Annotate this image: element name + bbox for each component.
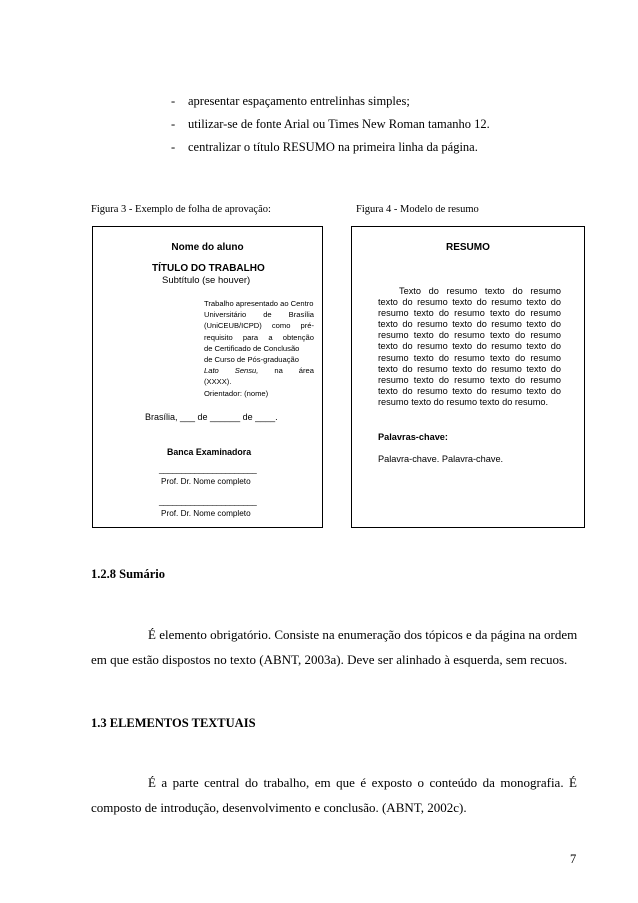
bullet-text: centralizar o título RESUMO na primeira linha da página. xyxy=(188,140,478,154)
abstract-model-figure xyxy=(351,226,585,528)
bullet-dash: - xyxy=(171,140,176,154)
board-member: Prof. Dr. Nome completo xyxy=(161,509,251,518)
paragraph-line: É a parte central do trabalho, em que é exposto o conteúdo da monografia. É xyxy=(148,775,577,790)
presentation-line: de Certificado de Conclusão xyxy=(204,343,300,353)
abstract-line: resumo texto do resumo texto do resumo xyxy=(378,374,561,385)
presentation-line: Trabalho apresentado ao Centro xyxy=(204,299,314,308)
paragraph-line: É elemento obrigatório. Consiste na enumeração dos tópicos e da página na ordem xyxy=(148,627,578,642)
paragraph-line: composto de introdução, desenvolvimento e conclusão. (ABNT, 2002c). xyxy=(91,800,467,815)
abstract-line: resumo texto do resumo texto do resumo xyxy=(378,352,561,363)
word: na xyxy=(274,366,283,376)
word: Universitário xyxy=(204,310,247,320)
presentation-line xyxy=(204,365,314,376)
section-heading-sumario: 1.2.8 Sumário xyxy=(91,567,165,581)
presentation-line xyxy=(204,309,314,320)
presentation-line xyxy=(204,320,314,331)
abstract-title: RESUMO xyxy=(446,242,490,253)
abstract-line: resumo texto do resumo texto do resumo. xyxy=(378,396,549,407)
bullet-dash: - xyxy=(171,94,176,108)
abstract-line: texto do resumo texto do resumo texto do xyxy=(378,385,561,396)
word: como xyxy=(271,321,291,331)
keywords: Palavra-chave. Palavra-chave. xyxy=(378,454,504,464)
abstract-line: texto do resumo texto do resumo texto do xyxy=(378,319,561,330)
abstract-line: Texto do resumo texto do resumo xyxy=(399,286,561,296)
bullet-dash: - xyxy=(171,117,176,131)
abstract-line: resumo texto do resumo texto do resumo xyxy=(378,330,561,341)
abstract-line: texto do resumo texto do resumo texto do xyxy=(378,341,561,352)
work-title: TÍTULO DO TRABALHO xyxy=(152,263,265,274)
word: área xyxy=(298,366,314,376)
advisor-line: Orientador: (nome) xyxy=(204,388,269,398)
student-name: Nome do aluno xyxy=(171,242,244,253)
word: obtenção xyxy=(282,332,314,342)
paragraph-line: em que estão dispostos no texto (ABNT, 2003a). Deve ser alinhado à esquerda, sem recuos. xyxy=(91,652,568,667)
signature-line: ______________________ xyxy=(159,464,257,474)
page-number: 7 xyxy=(570,852,577,866)
approval-sheet-figure xyxy=(92,226,323,528)
signature-line: ______________________ xyxy=(159,496,257,506)
place-date: Brasília, ___ de ______ de ____. xyxy=(145,412,278,422)
presentation-line: de Curso de Pós-graduação xyxy=(204,355,299,365)
word: Lato xyxy=(204,366,219,376)
word: Sensu, xyxy=(234,366,259,376)
abstract-line: texto do resumo texto do resumo texto do xyxy=(378,363,561,374)
figure3-caption: Figura 3 - Exemplo de folha de aprovação: xyxy=(91,204,271,215)
figure4-caption: Figura 4 - Modelo de resumo xyxy=(356,204,479,215)
subtitle: Subtítulo (se houver) xyxy=(162,275,251,286)
word: (UniCEUB/ICPD) xyxy=(204,321,262,331)
word: de xyxy=(263,310,272,320)
word: pré- xyxy=(300,321,314,331)
abstract-line: texto do resumo texto do resumo texto do xyxy=(378,297,561,308)
board-member: Prof. Dr. Nome completo xyxy=(161,477,251,486)
presentation-line: (XXXX). xyxy=(204,377,232,387)
presentation-note xyxy=(204,298,314,399)
bullet-text: apresentar espaçamento entrelinhas simples; xyxy=(188,94,410,108)
section-heading-elementos-textuais: 1.3 ELEMENTOS TEXTUAIS xyxy=(91,716,256,730)
word: para xyxy=(242,332,259,342)
abstract-line: resumo texto do resumo texto do resumo xyxy=(378,308,561,319)
board-title: Banca Examinadora xyxy=(167,447,252,457)
bullet-text: utilizar-se de fonte Arial ou Times New Roman tamanho 12. xyxy=(188,117,490,131)
word: a xyxy=(268,332,273,342)
word: Brasília xyxy=(288,310,314,320)
abstract-body xyxy=(378,286,561,408)
presentation-line xyxy=(204,332,314,343)
word: requisito xyxy=(204,332,233,342)
keywords-label: Palavras-chave: xyxy=(378,432,448,442)
